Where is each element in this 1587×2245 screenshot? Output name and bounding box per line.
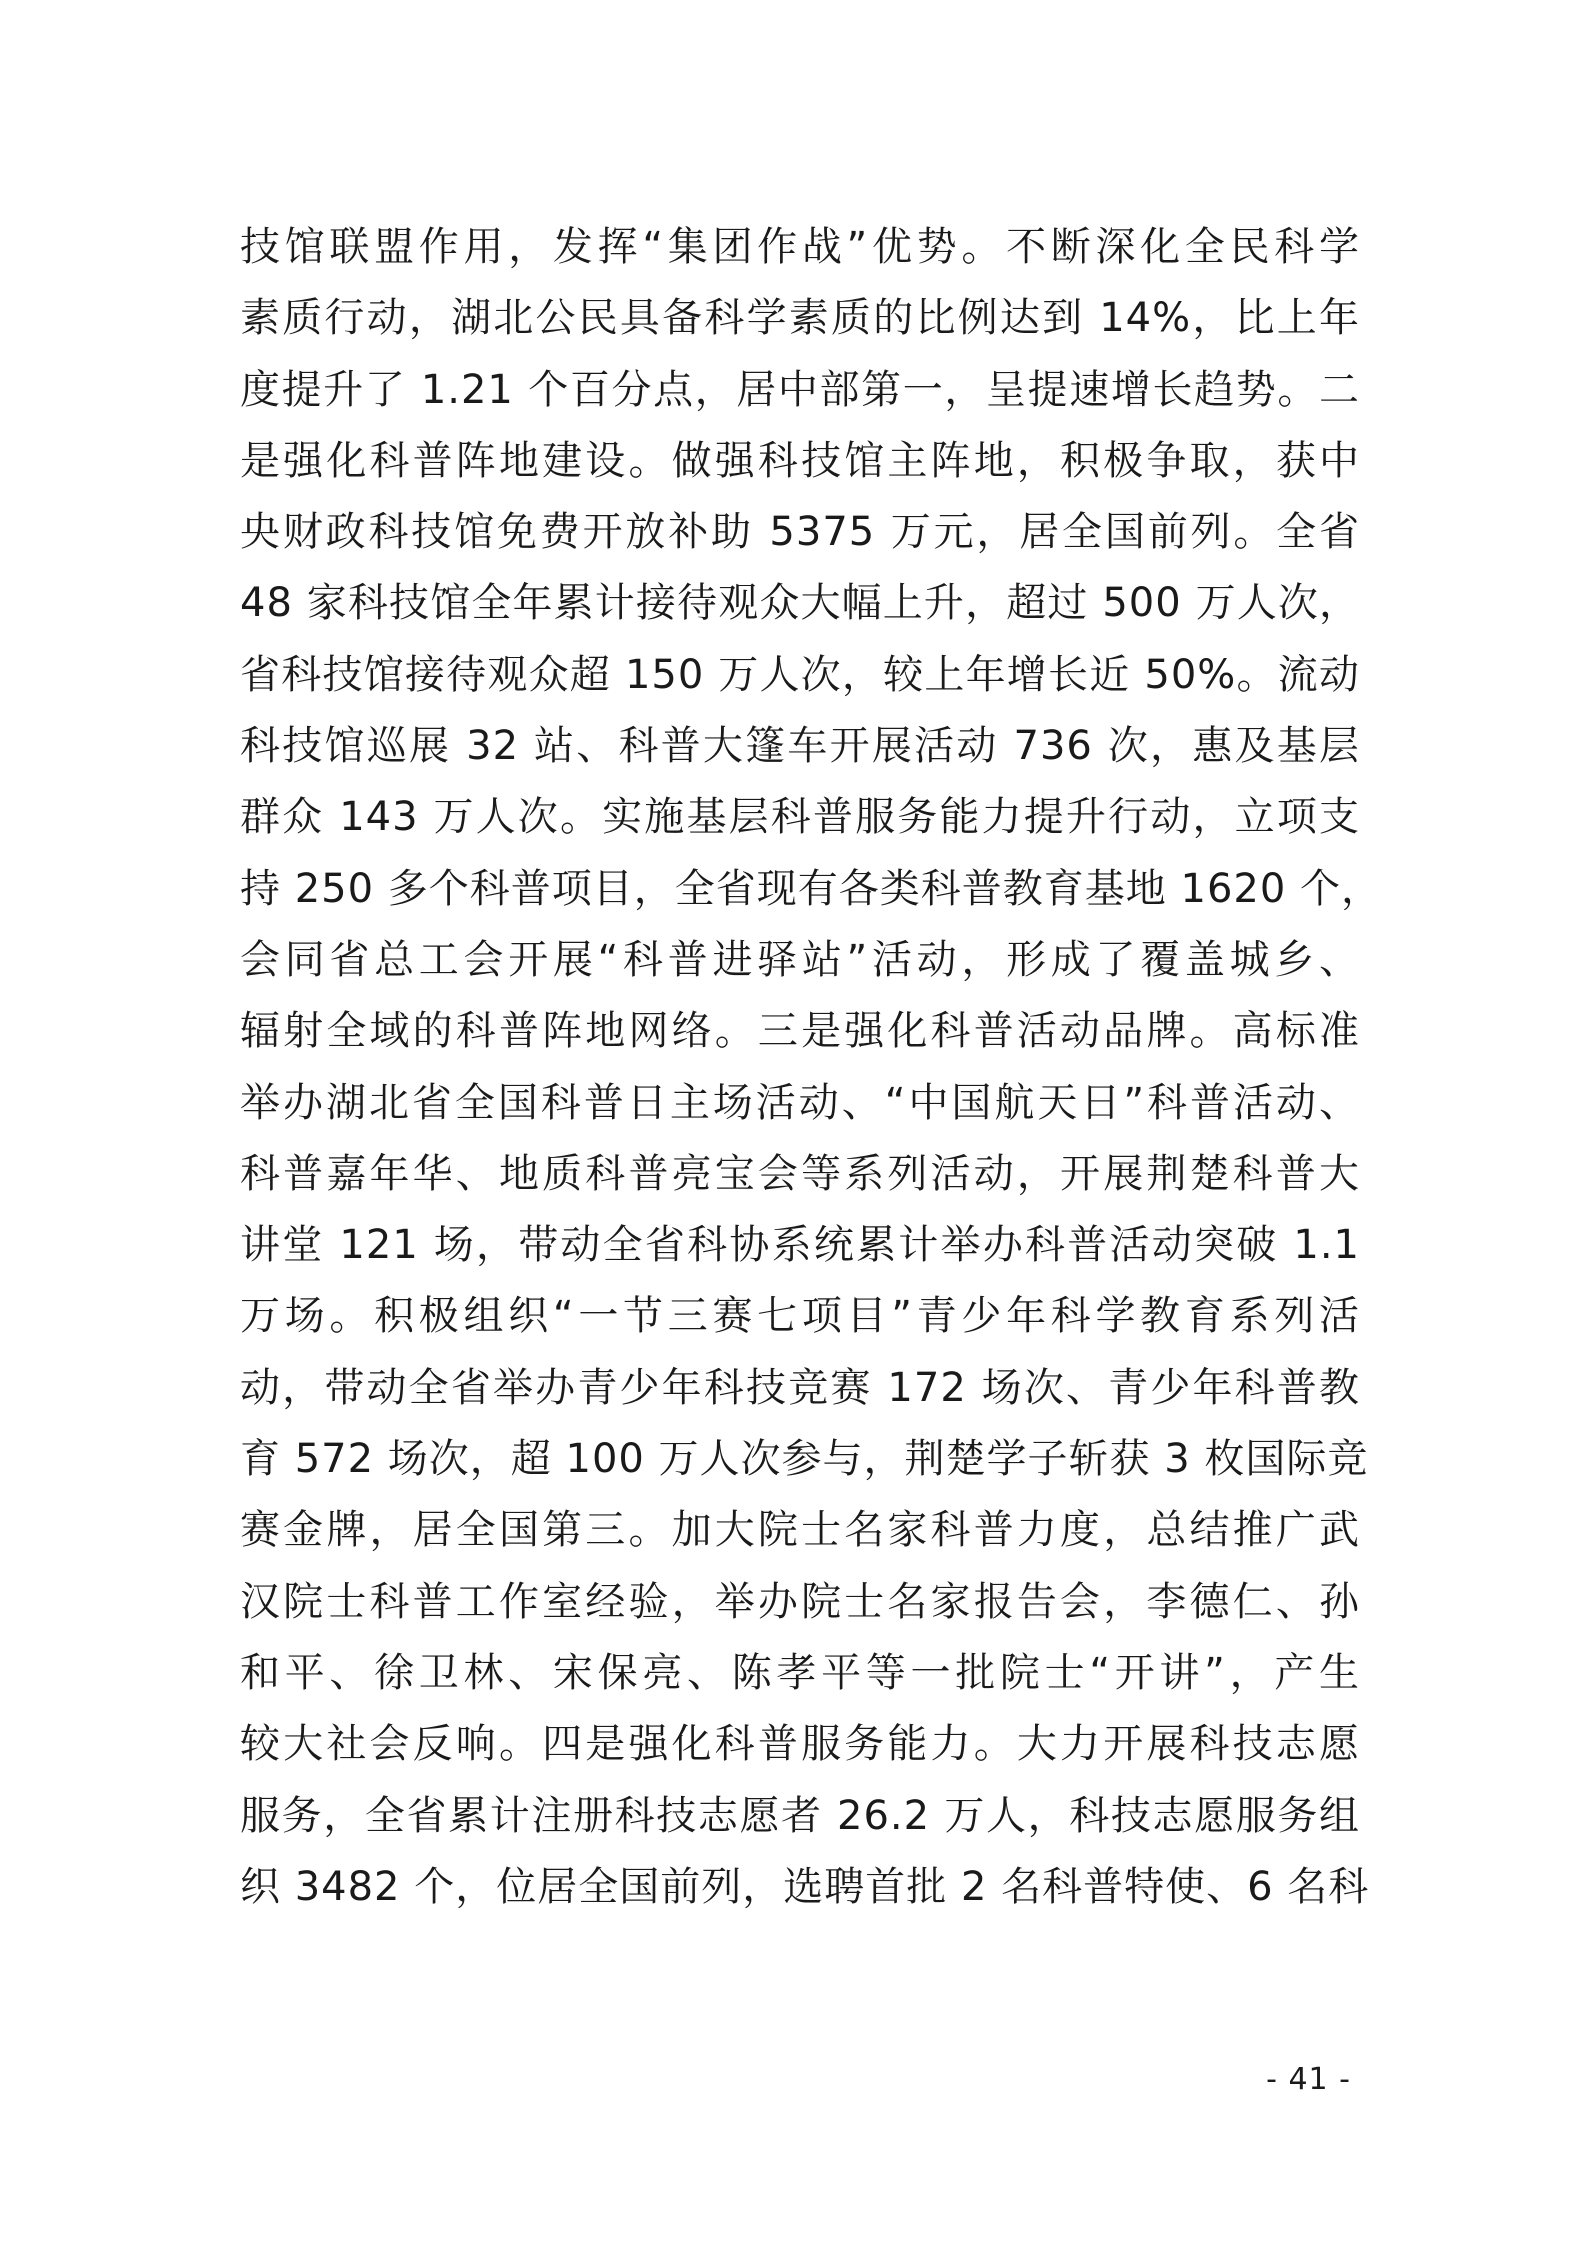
- text-line: 和平、徐卫林、宋保亮、陈孝平等一批院士“开讲”，产生: [240, 1649, 1360, 1696]
- text-line: 汉院士科普工作室经验，举办院士名家报告会，李德仁、孙: [240, 1578, 1360, 1625]
- text-line: 科技馆巡展 32 站、科普大篷车开展活动 736 次，惠及基层: [240, 723, 1360, 770]
- text-line: 赛金牌，居全国第三。加大院士名家科普力度，总结推广武: [240, 1507, 1360, 1554]
- text-line: 育 572 场次，超 100 万人次参与，荆楚学子斩获 3 枚国际竞: [240, 1436, 1369, 1483]
- text-line: 服务，全省累计注册科技志愿者 26.2 万人，科技志愿服务组: [240, 1792, 1360, 1839]
- text-line: 是强化科普阵地建设。做强科技馆主阵地，积极争取，获中: [240, 437, 1360, 484]
- text-line: 讲堂 121 场，带动全省科协系统累计举办科普活动突破 1.1: [240, 1222, 1360, 1269]
- text-line: 辐射全域的科普阵地网络。三是强化科普活动品牌。高标准: [240, 1008, 1360, 1055]
- text-line: 动，带动全省举办青少年科技竞赛 172 场次、青少年科普教: [240, 1364, 1360, 1411]
- text-line: 科普嘉年华、地质科普亮宝会等系列活动，开展荆楚科普大: [240, 1150, 1360, 1197]
- text-line: 央财政科技馆免费开放补助 5375 万元，居全国前列。全省: [240, 509, 1360, 556]
- text-line: 技馆联盟作用，发挥“集团作战”优势。不断深化全民科学: [240, 224, 1360, 270]
- page-number: - 41 -: [1266, 2062, 1351, 2097]
- text-line: 素质行动，湖北公民具备科学素质的比例达到 14%，比上年: [240, 295, 1360, 342]
- text-line: 群众 143 万人次。实施基层科普服务能力提升行动，立项支: [240, 794, 1360, 841]
- text-line: 省科技馆接待观众超 150 万人次，较上年增长近 50%。流动: [240, 651, 1360, 698]
- text-line: 持 250 多个科普项目，全省现有各类科普教育基地 1620 个，: [240, 865, 1383, 912]
- body-paragraph: [240, 212, 1383, 1923]
- text-line: 举办湖北省全国科普日主场活动、“中国航天日”科普活动、: [240, 1079, 1360, 1126]
- text-line: 较大社会反响。四是强化科普服务能力。大力开展科技志愿: [240, 1721, 1360, 1768]
- text-line: 度提升了 1.21 个百分点，居中部第一，呈提速增长趋势。二: [240, 366, 1360, 413]
- text-line: 织 3482 个，位居全国前列，选聘首批 2 名科普特使、6 名科: [240, 1863, 1370, 1910]
- text-line: 万场。积极组织“一节三赛七项目”青少年科学教育系列活: [240, 1293, 1360, 1340]
- text-line: 会同省总工会开展“科普进驿站”活动，形成了覆盖城乡、: [240, 936, 1360, 983]
- text-line: 48 家科技馆全年累计接待观众大幅上升，超过 500 万人次，: [240, 580, 1360, 627]
